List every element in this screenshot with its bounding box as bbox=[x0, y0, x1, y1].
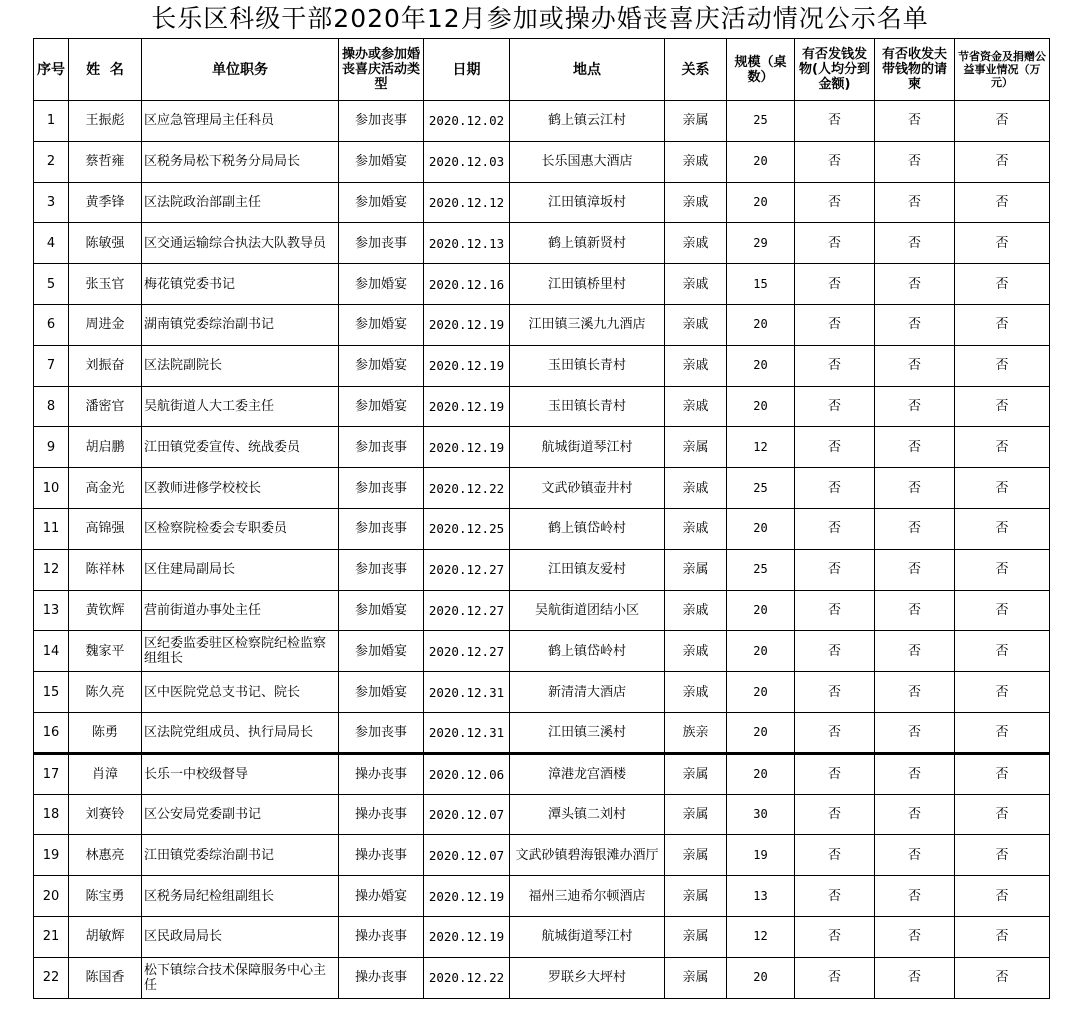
cell-gifts: 否 bbox=[875, 141, 955, 182]
cell-position: 区法院党组成员、执行局局长 bbox=[142, 712, 339, 753]
cell-name: 林惠亮 bbox=[69, 835, 142, 876]
cell-gifts: 否 bbox=[875, 835, 955, 876]
cell-seq: 11 bbox=[34, 508, 69, 549]
cell-seq: 3 bbox=[34, 182, 69, 223]
cell-position: 区法院副院长 bbox=[142, 345, 339, 386]
cell-scale: 20 bbox=[727, 672, 795, 713]
cell-activity-type: 参加婚宴 bbox=[339, 304, 424, 345]
cell-scale: 20 bbox=[727, 590, 795, 631]
cell-name: 刘赛铃 bbox=[69, 794, 142, 835]
cell-location: 江田镇三溪九九酒店 bbox=[510, 304, 665, 345]
cell-location: 吴航街道团结小区 bbox=[510, 590, 665, 631]
cell-location: 福州三迪希尔顿酒店 bbox=[510, 876, 665, 917]
cell-date: 2020.12.27 bbox=[424, 549, 510, 590]
cell-relation: 亲戚 bbox=[665, 590, 727, 631]
cell-position: 江田镇党委综治副书记 bbox=[142, 835, 339, 876]
cell-seq: 7 bbox=[34, 345, 69, 386]
cell-date: 2020.12.25 bbox=[424, 508, 510, 549]
cell-scale: 30 bbox=[727, 794, 795, 835]
cell-name: 胡启鹏 bbox=[69, 427, 142, 468]
cell-gifts: 否 bbox=[875, 468, 955, 509]
cell-money: 否 bbox=[795, 549, 875, 590]
table-row bbox=[34, 876, 1050, 917]
cell-gifts: 否 bbox=[875, 182, 955, 223]
cell-position: 区教师进修学校校长 bbox=[142, 468, 339, 509]
table-row bbox=[34, 916, 1050, 957]
table-row bbox=[34, 508, 1050, 549]
cell-position: 营前街道办事处主任 bbox=[142, 590, 339, 631]
cell-date: 2020.12.22 bbox=[424, 957, 510, 998]
cell-position: 长乐一中校级督导 bbox=[142, 753, 339, 794]
cell-position: 区交通运输综合执法大队教导员 bbox=[142, 223, 339, 264]
cell-name: 高金光 bbox=[69, 468, 142, 509]
cell-activity-type: 参加婚宴 bbox=[339, 631, 424, 672]
cell-seq: 6 bbox=[34, 304, 69, 345]
cell-relation: 亲戚 bbox=[665, 508, 727, 549]
cell-activity-type: 操办丧事 bbox=[339, 957, 424, 998]
cell-location: 江田镇漳坂村 bbox=[510, 182, 665, 223]
header-donation: 节省资金及捐赠公益事业情况（万元） bbox=[955, 39, 1050, 101]
cell-scale: 20 bbox=[727, 753, 795, 794]
cell-activity-type: 参加丧事 bbox=[339, 223, 424, 264]
header-activity-type: 操办或参加婚丧喜庆活动类型 bbox=[339, 39, 424, 101]
cell-position: 松下镇综合技术保障服务中心主任 bbox=[142, 957, 339, 998]
cell-activity-type: 参加婚宴 bbox=[339, 141, 424, 182]
header-money: 有否发钱发物(人均分到金额) bbox=[795, 39, 875, 101]
header-name: 姓 名 bbox=[69, 39, 142, 101]
cell-seq: 9 bbox=[34, 427, 69, 468]
cell-donation: 否 bbox=[955, 304, 1050, 345]
cell-money: 否 bbox=[795, 386, 875, 427]
cell-donation: 否 bbox=[955, 916, 1050, 957]
cell-donation: 否 bbox=[955, 508, 1050, 549]
cell-name: 黄钦辉 bbox=[69, 590, 142, 631]
cell-relation: 亲戚 bbox=[665, 386, 727, 427]
cell-position: 区检察院检委会专职委员 bbox=[142, 508, 339, 549]
cell-date: 2020.12.02 bbox=[424, 101, 510, 142]
cell-gifts: 否 bbox=[875, 876, 955, 917]
cell-gifts: 否 bbox=[875, 223, 955, 264]
cell-position: 区公安局党委副书记 bbox=[142, 794, 339, 835]
cell-relation: 亲属 bbox=[665, 835, 727, 876]
header-scale: 规模（桌数） bbox=[727, 39, 795, 101]
cell-scale: 12 bbox=[727, 427, 795, 468]
cell-position: 梅花镇党委书记 bbox=[142, 264, 339, 305]
cell-date: 2020.12.19 bbox=[424, 876, 510, 917]
cell-name: 陈宝勇 bbox=[69, 876, 142, 917]
cell-money: 否 bbox=[795, 631, 875, 672]
cell-donation: 否 bbox=[955, 468, 1050, 509]
cell-money: 否 bbox=[795, 672, 875, 713]
cell-money: 否 bbox=[795, 223, 875, 264]
table-row bbox=[34, 264, 1050, 305]
cell-date: 2020.12.13 bbox=[424, 223, 510, 264]
cell-activity-type: 操办丧事 bbox=[339, 835, 424, 876]
cell-name: 黄季锋 bbox=[69, 182, 142, 223]
cell-money: 否 bbox=[795, 835, 875, 876]
cell-relation: 亲属 bbox=[665, 549, 727, 590]
cell-position: 湖南镇党委综治副书记 bbox=[142, 304, 339, 345]
table-row bbox=[34, 590, 1050, 631]
cell-location: 文武砂镇碧海银滩办酒厅 bbox=[510, 835, 665, 876]
cell-seq: 12 bbox=[34, 549, 69, 590]
cell-scale: 20 bbox=[727, 141, 795, 182]
cell-location: 鹤上镇岱岭村 bbox=[510, 631, 665, 672]
cell-money: 否 bbox=[795, 182, 875, 223]
cell-position: 区中医院党总支书记、院长 bbox=[142, 672, 339, 713]
header-seq: 序号 bbox=[34, 39, 69, 101]
cell-activity-type: 参加丧事 bbox=[339, 101, 424, 142]
cell-gifts: 否 bbox=[875, 549, 955, 590]
cell-seq: 5 bbox=[34, 264, 69, 305]
cell-activity-type: 参加丧事 bbox=[339, 549, 424, 590]
cell-date: 2020.12.19 bbox=[424, 916, 510, 957]
cell-money: 否 bbox=[795, 876, 875, 917]
cell-date: 2020.12.06 bbox=[424, 753, 510, 794]
cell-activity-type: 参加婚宴 bbox=[339, 590, 424, 631]
cell-gifts: 否 bbox=[875, 916, 955, 957]
cell-relation: 亲戚 bbox=[665, 631, 727, 672]
roster-table bbox=[33, 38, 1050, 999]
page-title: 长乐区科级干部2020年12月参加或操办婚丧喜庆活动情况公示名单 bbox=[151, 4, 929, 33]
cell-donation: 否 bbox=[955, 753, 1050, 794]
cell-position: 吴航街道人大工委主任 bbox=[142, 386, 339, 427]
cell-location: 长乐国惠大酒店 bbox=[510, 141, 665, 182]
table-body bbox=[34, 101, 1050, 999]
cell-gifts: 否 bbox=[875, 264, 955, 305]
cell-donation: 否 bbox=[955, 672, 1050, 713]
cell-name: 陈祥林 bbox=[69, 549, 142, 590]
cell-seq: 17 bbox=[34, 753, 69, 794]
cell-date: 2020.12.16 bbox=[424, 264, 510, 305]
cell-position: 江田镇党委宣传、统战委员 bbox=[142, 427, 339, 468]
cell-relation: 亲戚 bbox=[665, 223, 727, 264]
cell-name: 蔡哲雍 bbox=[69, 141, 142, 182]
cell-gifts: 否 bbox=[875, 957, 955, 998]
cell-money: 否 bbox=[795, 916, 875, 957]
cell-money: 否 bbox=[795, 508, 875, 549]
cell-relation: 亲属 bbox=[665, 794, 727, 835]
table-row bbox=[34, 386, 1050, 427]
cell-location: 新清清大酒店 bbox=[510, 672, 665, 713]
cell-date: 2020.12.31 bbox=[424, 672, 510, 713]
cell-relation: 亲戚 bbox=[665, 304, 727, 345]
cell-activity-type: 参加丧事 bbox=[339, 427, 424, 468]
cell-position: 区法院政治部副主任 bbox=[142, 182, 339, 223]
cell-name: 高锦强 bbox=[69, 508, 142, 549]
cell-scale: 13 bbox=[727, 876, 795, 917]
cell-scale: 20 bbox=[727, 957, 795, 998]
cell-scale: 20 bbox=[727, 631, 795, 672]
header-gifts: 有否收发夫带钱物的请柬 bbox=[875, 39, 955, 101]
table-row bbox=[34, 794, 1050, 835]
cell-activity-type: 操办丧事 bbox=[339, 794, 424, 835]
cell-location: 玉田镇长青村 bbox=[510, 345, 665, 386]
cell-gifts: 否 bbox=[875, 712, 955, 753]
cell-gifts: 否 bbox=[875, 590, 955, 631]
cell-gifts: 否 bbox=[875, 753, 955, 794]
cell-position: 区税务局纪检组副组长 bbox=[142, 876, 339, 917]
cell-location: 潭头镇二刘村 bbox=[510, 794, 665, 835]
header-row bbox=[34, 39, 1050, 101]
cell-donation: 否 bbox=[955, 182, 1050, 223]
cell-location: 鹤上镇云江村 bbox=[510, 101, 665, 142]
cell-location: 江田镇桥里村 bbox=[510, 264, 665, 305]
cell-seq: 13 bbox=[34, 590, 69, 631]
table-row bbox=[34, 835, 1050, 876]
cell-scale: 29 bbox=[727, 223, 795, 264]
cell-seq: 8 bbox=[34, 386, 69, 427]
table-row bbox=[34, 468, 1050, 509]
cell-location: 江田镇友爱村 bbox=[510, 549, 665, 590]
cell-relation: 亲属 bbox=[665, 957, 727, 998]
cell-activity-type: 参加婚宴 bbox=[339, 345, 424, 386]
cell-donation: 否 bbox=[955, 223, 1050, 264]
cell-date: 2020.12.07 bbox=[424, 794, 510, 835]
cell-seq: 19 bbox=[34, 835, 69, 876]
cell-money: 否 bbox=[795, 468, 875, 509]
cell-donation: 否 bbox=[955, 712, 1050, 753]
cell-scale: 25 bbox=[727, 101, 795, 142]
cell-donation: 否 bbox=[955, 141, 1050, 182]
cell-relation: 亲属 bbox=[665, 916, 727, 957]
cell-seq: 20 bbox=[34, 876, 69, 917]
cell-position: 区民政局局长 bbox=[142, 916, 339, 957]
cell-scale: 20 bbox=[727, 304, 795, 345]
cell-scale: 20 bbox=[727, 182, 795, 223]
header-date: 日期 bbox=[424, 39, 510, 101]
cell-seq: 18 bbox=[34, 794, 69, 835]
cell-activity-type: 参加丧事 bbox=[339, 508, 424, 549]
cell-date: 2020.12.19 bbox=[424, 427, 510, 468]
table-row bbox=[34, 957, 1050, 998]
cell-donation: 否 bbox=[955, 101, 1050, 142]
cell-donation: 否 bbox=[955, 264, 1050, 305]
cell-name: 张玉官 bbox=[69, 264, 142, 305]
cell-date: 2020.12.19 bbox=[424, 345, 510, 386]
cell-position: 区纪委监委驻区检察院纪检监察组组长 bbox=[142, 631, 339, 672]
cell-donation: 否 bbox=[955, 386, 1050, 427]
cell-activity-type: 参加丧事 bbox=[339, 468, 424, 509]
cell-date: 2020.12.27 bbox=[424, 631, 510, 672]
cell-name: 陈敏强 bbox=[69, 223, 142, 264]
cell-location: 玉田镇长青村 bbox=[510, 386, 665, 427]
cell-relation: 亲属 bbox=[665, 101, 727, 142]
cell-donation: 否 bbox=[955, 345, 1050, 386]
table-row bbox=[34, 631, 1050, 672]
cell-seq: 14 bbox=[34, 631, 69, 672]
cell-money: 否 bbox=[795, 590, 875, 631]
table-row bbox=[34, 549, 1050, 590]
cell-location: 航城街道琴江村 bbox=[510, 427, 665, 468]
cell-name: 潘密官 bbox=[69, 386, 142, 427]
cell-scale: 25 bbox=[727, 549, 795, 590]
cell-gifts: 否 bbox=[875, 345, 955, 386]
cell-activity-type: 参加婚宴 bbox=[339, 182, 424, 223]
cell-relation: 亲属 bbox=[665, 753, 727, 794]
cell-relation: 亲属 bbox=[665, 427, 727, 468]
cell-scale: 20 bbox=[727, 386, 795, 427]
cell-activity-type: 参加丧事 bbox=[339, 712, 424, 753]
cell-relation: 亲属 bbox=[665, 876, 727, 917]
cell-position: 区应急管理局主任科员 bbox=[142, 101, 339, 142]
cell-donation: 否 bbox=[955, 794, 1050, 835]
cell-money: 否 bbox=[795, 427, 875, 468]
cell-seq: 21 bbox=[34, 916, 69, 957]
cell-location: 漳港龙宫酒楼 bbox=[510, 753, 665, 794]
cell-location: 文武砂镇壶井村 bbox=[510, 468, 665, 509]
cell-gifts: 否 bbox=[875, 631, 955, 672]
cell-seq: 15 bbox=[34, 672, 69, 713]
cell-money: 否 bbox=[795, 345, 875, 386]
cell-relation: 亲戚 bbox=[665, 345, 727, 386]
cell-date: 2020.12.22 bbox=[424, 468, 510, 509]
cell-name: 陈国香 bbox=[69, 957, 142, 998]
cell-money: 否 bbox=[795, 794, 875, 835]
cell-donation: 否 bbox=[955, 427, 1050, 468]
cell-location: 江田镇三溪村 bbox=[510, 712, 665, 753]
cell-date: 2020.12.07 bbox=[424, 835, 510, 876]
cell-date: 2020.12.19 bbox=[424, 304, 510, 345]
cell-relation: 亲戚 bbox=[665, 264, 727, 305]
cell-activity-type: 操办丧事 bbox=[339, 916, 424, 957]
cell-activity-type: 参加婚宴 bbox=[339, 264, 424, 305]
cell-money: 否 bbox=[795, 264, 875, 305]
cell-relation: 亲戚 bbox=[665, 141, 727, 182]
cell-date: 2020.12.31 bbox=[424, 712, 510, 753]
cell-position: 区税务局松下税务分局局长 bbox=[142, 141, 339, 182]
cell-activity-type: 参加婚宴 bbox=[339, 672, 424, 713]
cell-seq: 16 bbox=[34, 712, 69, 753]
cell-scale: 20 bbox=[727, 712, 795, 753]
table-row bbox=[34, 427, 1050, 468]
cell-name: 陈勇 bbox=[69, 712, 142, 753]
cell-donation: 否 bbox=[955, 876, 1050, 917]
cell-location: 罗联乡大坪村 bbox=[510, 957, 665, 998]
cell-seq: 10 bbox=[34, 468, 69, 509]
cell-donation: 否 bbox=[955, 631, 1050, 672]
cell-gifts: 否 bbox=[875, 427, 955, 468]
header-position: 单位职务 bbox=[142, 39, 339, 101]
table-row bbox=[34, 141, 1050, 182]
cell-name: 胡敏辉 bbox=[69, 916, 142, 957]
cell-gifts: 否 bbox=[875, 304, 955, 345]
cell-activity-type: 操办丧事 bbox=[339, 753, 424, 794]
table-row bbox=[34, 223, 1050, 264]
cell-money: 否 bbox=[795, 753, 875, 794]
cell-location: 鹤上镇新贤村 bbox=[510, 223, 665, 264]
cell-money: 否 bbox=[795, 101, 875, 142]
cell-gifts: 否 bbox=[875, 508, 955, 549]
table-row bbox=[34, 182, 1050, 223]
table-row bbox=[34, 101, 1050, 142]
cell-date: 2020.12.19 bbox=[424, 386, 510, 427]
cell-scale: 12 bbox=[727, 916, 795, 957]
table-row bbox=[34, 753, 1050, 794]
cell-seq: 22 bbox=[34, 957, 69, 998]
cell-gifts: 否 bbox=[875, 386, 955, 427]
cell-location: 鹤上镇岱岭村 bbox=[510, 508, 665, 549]
cell-scale: 20 bbox=[727, 345, 795, 386]
header-location: 地点 bbox=[510, 39, 665, 101]
cell-name: 王振彪 bbox=[69, 101, 142, 142]
cell-name: 刘振奋 bbox=[69, 345, 142, 386]
cell-activity-type: 操办婚宴 bbox=[339, 876, 424, 917]
table-row bbox=[34, 712, 1050, 753]
cell-name: 肖漳 bbox=[69, 753, 142, 794]
cell-name: 魏家平 bbox=[69, 631, 142, 672]
cell-money: 否 bbox=[795, 712, 875, 753]
cell-relation: 亲戚 bbox=[665, 672, 727, 713]
cell-relation: 亲戚 bbox=[665, 468, 727, 509]
table-row bbox=[34, 345, 1050, 386]
cell-position: 区住建局副局长 bbox=[142, 549, 339, 590]
header-relation: 关系 bbox=[665, 39, 727, 101]
cell-name: 周进金 bbox=[69, 304, 142, 345]
cell-relation: 亲戚 bbox=[665, 182, 727, 223]
cell-seq: 2 bbox=[34, 141, 69, 182]
cell-money: 否 bbox=[795, 957, 875, 998]
cell-donation: 否 bbox=[955, 549, 1050, 590]
cell-scale: 20 bbox=[727, 508, 795, 549]
cell-date: 2020.12.12 bbox=[424, 182, 510, 223]
cell-location: 航城街道琴江村 bbox=[510, 916, 665, 957]
cell-donation: 否 bbox=[955, 835, 1050, 876]
cell-money: 否 bbox=[795, 141, 875, 182]
cell-seq: 4 bbox=[34, 223, 69, 264]
table-header bbox=[34, 39, 1050, 101]
cell-date: 2020.12.03 bbox=[424, 141, 510, 182]
cell-relation: 族亲 bbox=[665, 712, 727, 753]
cell-scale: 25 bbox=[727, 468, 795, 509]
cell-money: 否 bbox=[795, 304, 875, 345]
cell-gifts: 否 bbox=[875, 672, 955, 713]
cell-date: 2020.12.27 bbox=[424, 590, 510, 631]
table-row bbox=[34, 304, 1050, 345]
cell-donation: 否 bbox=[955, 957, 1050, 998]
cell-activity-type: 参加婚宴 bbox=[339, 386, 424, 427]
cell-scale: 19 bbox=[727, 835, 795, 876]
cell-gifts: 否 bbox=[875, 101, 955, 142]
cell-gifts: 否 bbox=[875, 794, 955, 835]
cell-donation: 否 bbox=[955, 590, 1050, 631]
table-row bbox=[34, 672, 1050, 713]
cell-scale: 15 bbox=[727, 264, 795, 305]
cell-name: 陈久亮 bbox=[69, 672, 142, 713]
cell-seq: 1 bbox=[34, 101, 69, 142]
